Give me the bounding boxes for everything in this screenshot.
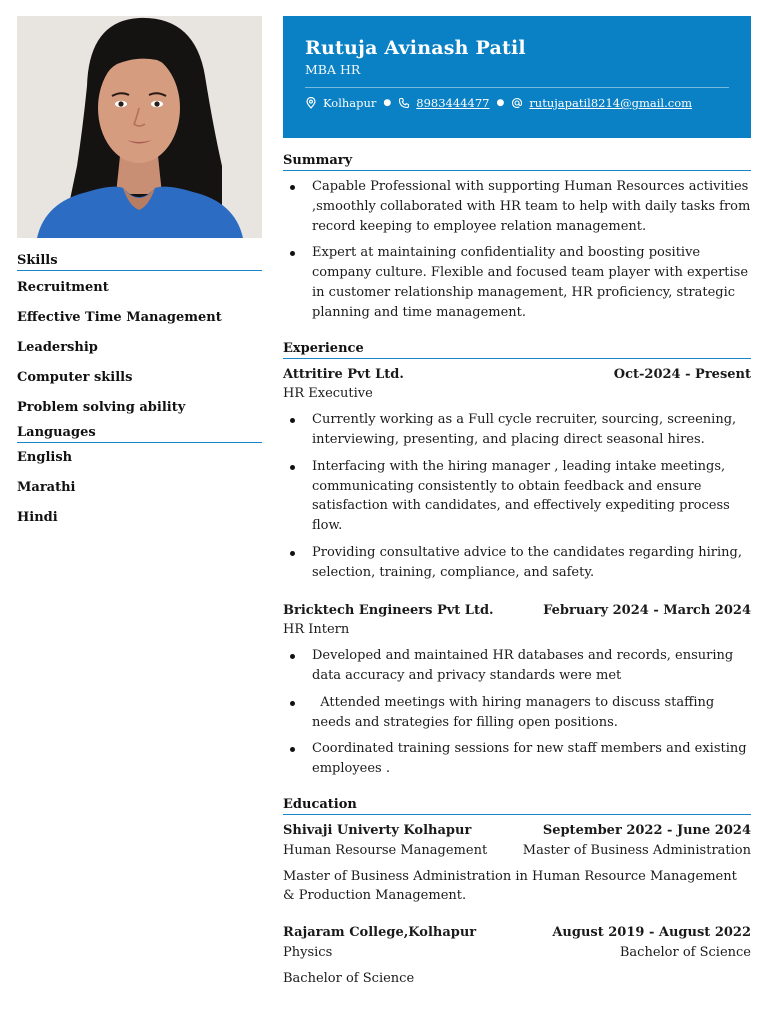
skills-list bbox=[17, 271, 262, 431]
job-header bbox=[283, 365, 751, 385]
candidate-title: MBA HR bbox=[305, 62, 361, 77]
skill-item: Leadership bbox=[17, 340, 98, 355]
skill-item: Recruitment bbox=[17, 280, 109, 295]
summary-section bbox=[283, 153, 751, 323]
language-item: Hindi bbox=[17, 510, 58, 525]
summary-bullet: Capable Professional with supporting Human Resources activities ,smoothly collaborated with HR team to help with daily tasks from record keeping to employee relation management. bbox=[283, 177, 751, 236]
job-role-row bbox=[283, 384, 751, 404]
job-dates: February 2024 - March 2024 bbox=[543, 602, 751, 618]
education-field: Physics bbox=[283, 944, 333, 960]
education-subrow bbox=[283, 943, 751, 963]
skill-item: Effective Time Management bbox=[17, 310, 222, 325]
summary-bullet: Expert at maintaining confidentiality and boosting positive company culture. Flexible and focused team player with expertise in customer relationship management, HR proficiency, strategic planning and time management. bbox=[283, 243, 751, 322]
education-school: Shivaji Univerty Kolhapur bbox=[283, 822, 472, 838]
experience-section bbox=[283, 341, 751, 779]
separator-dot: ● bbox=[496, 98, 505, 108]
education-description: Bachelor of Science bbox=[283, 970, 415, 986]
candidate-name: Rutuja Avinash Patil bbox=[305, 37, 526, 59]
job-bullet: Developed and maintained HR databases and records, ensuring data accuracy and privacy standards were met bbox=[283, 646, 751, 686]
education-degree: Master of Business Administration bbox=[522, 842, 751, 858]
job-dates: Oct-2024 - Present bbox=[613, 366, 751, 382]
education-header bbox=[283, 821, 751, 841]
job-bullets bbox=[283, 410, 751, 582]
at-sign-icon bbox=[511, 97, 523, 109]
location-pin-icon bbox=[305, 97, 317, 109]
education-description: Master of Business Administration in Human Resource Management & Production Management. bbox=[283, 868, 737, 904]
job-bullet: Providing consultative advice to the candidates regarding hiring, selection, training, compliance, and safety. bbox=[283, 543, 751, 583]
job-company: Bricktech Engineers Pvt Ltd. bbox=[283, 602, 494, 618]
separator-dot: ● bbox=[383, 98, 392, 108]
education-school: Rajaram College,Kolhapur bbox=[283, 925, 477, 941]
education-dates: August 2019 - August 2022 bbox=[552, 925, 751, 941]
profile-photo bbox=[17, 16, 262, 238]
job-entry bbox=[283, 601, 751, 779]
job-bullets bbox=[283, 646, 751, 779]
summary-list bbox=[283, 177, 751, 323]
education-section bbox=[283, 797, 751, 989]
job-bullet: Attended meetings with hiring managers to discuss staffing needs and strategies for filling open positions. bbox=[283, 693, 751, 733]
main-content bbox=[283, 153, 751, 989]
job-role: HR Executive bbox=[283, 386, 373, 402]
job-role: HR Intern bbox=[283, 622, 350, 638]
location-text: Kolhapur bbox=[323, 96, 377, 110]
education-subrow bbox=[283, 841, 751, 861]
skill-item: Problem solving ability bbox=[17, 400, 186, 415]
language-item: Marathi bbox=[17, 480, 76, 495]
job-header bbox=[283, 601, 751, 621]
job-bullet: Coordinated training sessions for new staff members and existing employees . bbox=[283, 739, 751, 779]
job-bullet: Interfacing with the hiring manager , leading intake meetings, communicating consistently to obtain feedback and ensure satisfaction with candidates, and effectively expediting process flow. bbox=[283, 457, 751, 536]
education-heading: Education bbox=[283, 797, 751, 815]
job-entry bbox=[283, 365, 751, 583]
language-item: English bbox=[17, 450, 73, 465]
education-field: Human Resourse Management bbox=[283, 842, 488, 858]
contact-line bbox=[305, 96, 729, 110]
education-entry bbox=[283, 821, 751, 906]
job-role-row bbox=[283, 620, 751, 640]
education-degree: Bachelor of Science bbox=[619, 944, 751, 960]
header-divider bbox=[305, 87, 729, 88]
phone-icon bbox=[398, 97, 410, 109]
phone-link[interactable]: 8983444477 bbox=[416, 96, 490, 110]
languages-list bbox=[17, 443, 262, 541]
education-dates: September 2022 - June 2024 bbox=[542, 822, 751, 838]
job-company: Attritire Pvt Ltd. bbox=[283, 366, 404, 382]
summary-heading: Summary bbox=[283, 153, 751, 171]
education-entry bbox=[283, 923, 751, 988]
skills-heading: Skills bbox=[17, 253, 262, 271]
languages-heading: Languages bbox=[17, 425, 262, 443]
job-bullet: Currently working as a Full cycle recruiter, sourcing, screening, interviewing, presenting, and placing direct seasonal hires. bbox=[283, 410, 751, 450]
email-link[interactable]: rutujapatil8214@gmail.com bbox=[529, 96, 693, 110]
sidebar bbox=[17, 253, 262, 541]
header-banner bbox=[283, 16, 751, 138]
experience-heading: Experience bbox=[283, 341, 751, 359]
skill-item: Computer skills bbox=[17, 370, 133, 385]
education-header bbox=[283, 923, 751, 943]
